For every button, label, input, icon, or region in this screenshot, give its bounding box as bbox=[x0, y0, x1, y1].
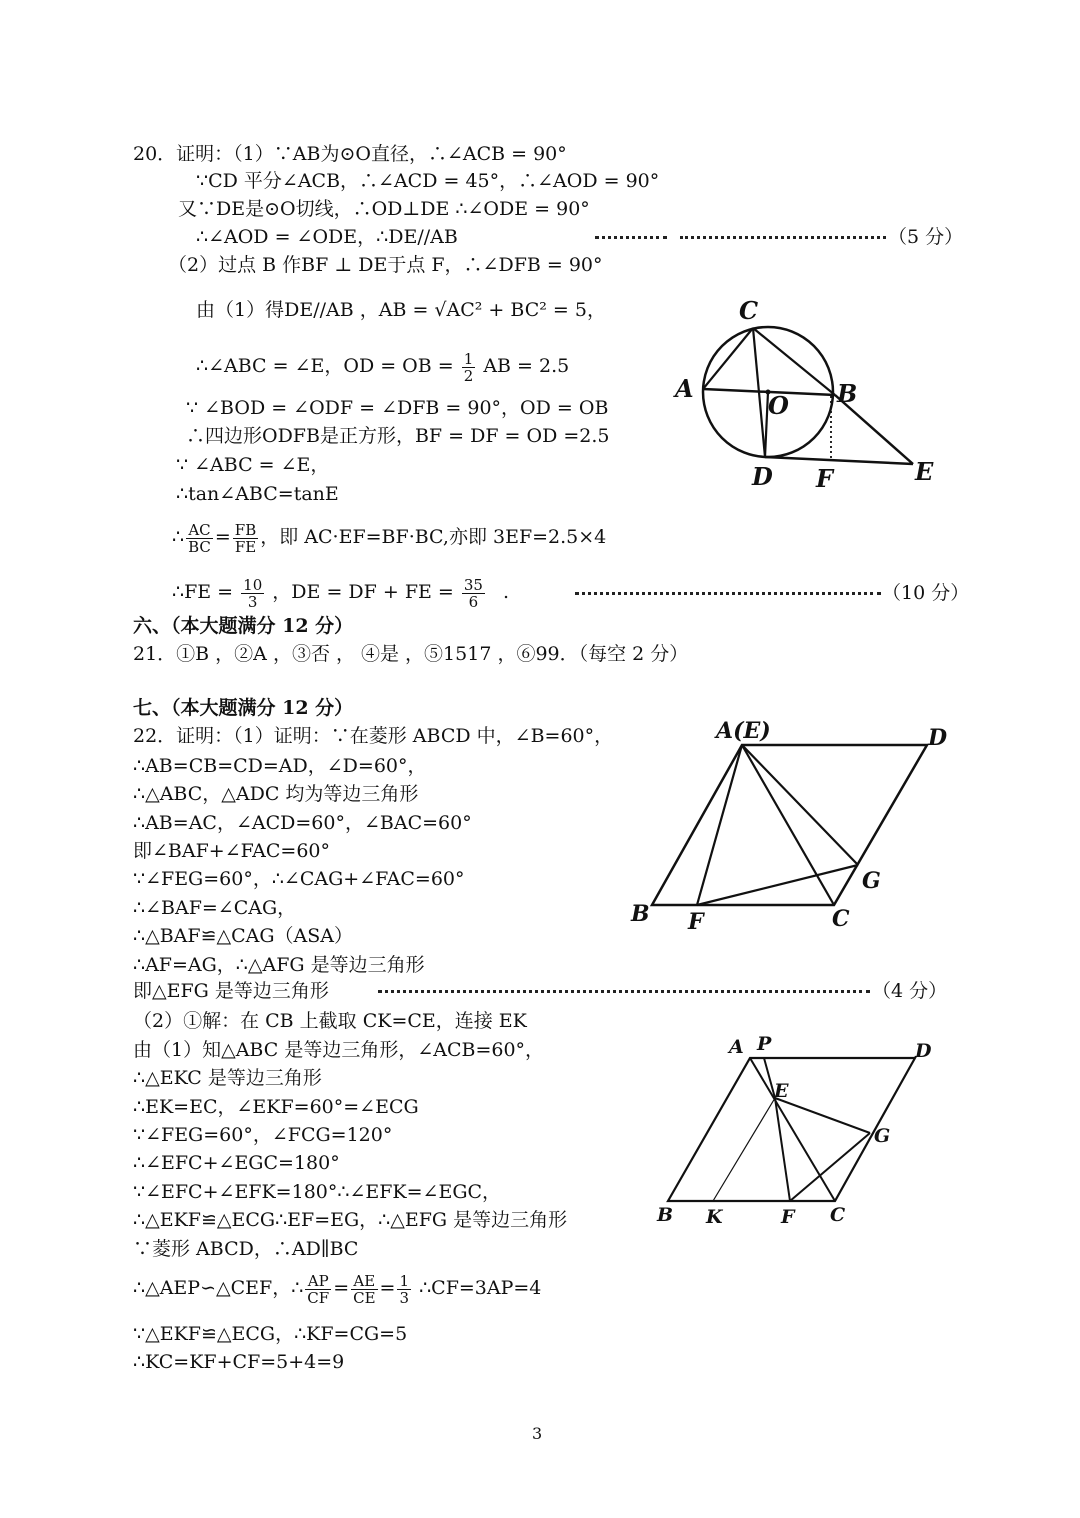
q20-line-7 bbox=[196, 348, 569, 384]
fraction-1-3: $\frac{1}{3}$ bbox=[399, 1271, 410, 1307]
label-d: D bbox=[752, 462, 773, 491]
label-f: F bbox=[688, 909, 704, 935]
q22-line-5: 即∠BAF+∠FAC=60° bbox=[133, 840, 331, 862]
fraction-ap-cf: $\frac{AP}{CF}$ bbox=[307, 1271, 330, 1307]
segment-cb bbox=[753, 328, 835, 395]
label-a: A bbox=[675, 374, 694, 403]
q20-line-9: ∴四边形ODFB是正方形，BF = DF = OD =2.5 bbox=[186, 425, 610, 447]
q20-line-3: 又∵DE是⊙O切线，∴OD⊥DE ∴∠ODE = 90° bbox=[178, 198, 590, 220]
q22-line-4: ∴AB=AC，∠ACD=60°，∠BAC=60° bbox=[133, 812, 472, 834]
q20-line-6: 由（1）得DE//AB ，AB = √AC² + BC² = 5， bbox=[196, 299, 606, 321]
q20-line-13 bbox=[172, 572, 509, 612]
fraction-35-6: $\frac{35}{6}$ bbox=[463, 575, 483, 611]
segment-fg bbox=[697, 865, 858, 905]
segment-ca bbox=[703, 328, 753, 389]
fraction-fb-fe: $\frac{FB}{FE}$ bbox=[234, 520, 257, 556]
q20-line-12-text: ，即 AC·EF=BF·BC,亦即 3EF=2.5×4 bbox=[260, 526, 607, 548]
label-c: C bbox=[739, 296, 759, 325]
label-c: C bbox=[830, 1204, 846, 1226]
q22-line-17: ∵∠EFC+∠EFK=180°∴∠EFK=∠EGC， bbox=[133, 1181, 502, 1203]
q22-line-2: ∴AB=CB=CD=AD，∠D=60°， bbox=[133, 755, 427, 777]
segment-eg bbox=[775, 1098, 870, 1133]
section-7-title: 七、（本大题满分 12 分） bbox=[133, 697, 354, 719]
score-leader-dots bbox=[378, 990, 870, 993]
score-leader-dots bbox=[575, 592, 881, 595]
q22-line-7: ∴∠BAF=∠CAG， bbox=[133, 897, 297, 919]
equals-sign: = bbox=[333, 1277, 350, 1299]
q22-line-16: ∴∠EFC+∠EGC=180° bbox=[133, 1152, 340, 1174]
diagonal-ac bbox=[750, 1058, 835, 1201]
score-10: （10 分） bbox=[882, 582, 970, 604]
segment-ek-thin bbox=[713, 1098, 775, 1201]
label-b: B bbox=[837, 379, 858, 408]
q20-line-4: ∴∠AOD = ∠ODE，∴DE//AB bbox=[196, 226, 458, 248]
period: . bbox=[503, 581, 510, 603]
q22-line-3: ∴△ABC，△ADC 均为等边三角形 bbox=[133, 783, 419, 805]
label-o: O bbox=[768, 391, 789, 420]
q20-line-12 bbox=[172, 517, 606, 557]
label-d: D bbox=[915, 1040, 932, 1062]
label-f: F bbox=[781, 1206, 795, 1228]
q21-answers: 21．①B ，②A ，③否 ， ④是 ，⑤1517 ，⑥99．（每空 2 分） bbox=[133, 643, 689, 665]
label-c: C bbox=[832, 906, 850, 932]
label-g: G bbox=[874, 1125, 891, 1147]
label-g: G bbox=[862, 868, 881, 894]
label-b: B bbox=[657, 1204, 674, 1226]
equals-sign: = bbox=[214, 526, 231, 548]
q22-line-20-text: ∴△AEP∽△CEF，∴ bbox=[133, 1277, 304, 1299]
q20-line-11: ∴tan∠ABC=tanE bbox=[176, 483, 339, 505]
tangent-de bbox=[765, 457, 913, 464]
label-e: E bbox=[774, 1080, 789, 1102]
section-6-title: 六、（本大题满分 12 分） bbox=[133, 615, 354, 637]
q20-line-2: ∵CD 平分∠ACB，∴∠ACD = 45°，∴∠AOD = 90° bbox=[196, 170, 660, 192]
label-k: K bbox=[706, 1206, 723, 1228]
q22-line-20-text-b: ∴CF=3AP=4 bbox=[419, 1277, 542, 1299]
score-4: （4 分） bbox=[872, 980, 948, 1002]
label-a-e: A(E) bbox=[716, 718, 771, 744]
q22-line-13: ∴△EKC 是等边三角形 bbox=[133, 1067, 322, 1089]
q22-line-6: ∵∠FEG=60°，∴∠CAG+∠FAC=60° bbox=[133, 868, 465, 890]
q20-line-7-text: ∴∠ABC = ∠E，OD = OB = bbox=[196, 355, 454, 377]
therefore-symbol: ∴ bbox=[172, 526, 185, 548]
label-a: A bbox=[729, 1036, 744, 1058]
fraction-ac-bc: $\frac{AC}{BC}$ bbox=[188, 520, 211, 556]
q22-line-14: ∴EK=EC，∠EKF=60°=∠ECG bbox=[133, 1096, 419, 1118]
q22-line-22: ∴KC=KF+CF=5+4=9 bbox=[133, 1351, 345, 1373]
q22-line-15: ∵∠FEG=60°，∠FCG=120° bbox=[133, 1124, 393, 1146]
q22-line-21: ∵△EKF≌△ECG，∴KF=CG=5 bbox=[133, 1323, 408, 1345]
fraction-ae-ce: $\frac{AE}{CE}$ bbox=[353, 1271, 376, 1307]
figure-rhombus-2 bbox=[650, 1030, 950, 1235]
q22-line-9: ∴AF=AG，∴△AFG 是等边三角形 bbox=[133, 954, 425, 976]
score-5: （5 分） bbox=[888, 226, 964, 248]
label-d: D bbox=[928, 725, 948, 751]
figure-rhombus-1 bbox=[620, 715, 960, 940]
segment-ef bbox=[697, 745, 742, 905]
score-leader-dots bbox=[595, 236, 667, 239]
figure-circle-tangent bbox=[660, 290, 950, 495]
q22-line-20 bbox=[133, 1266, 541, 1310]
q20-line-10: ∵ ∠ABC = ∠E， bbox=[176, 454, 330, 476]
equals-sign: = bbox=[379, 1277, 396, 1299]
score-leader-dots bbox=[680, 236, 886, 239]
q20-line-7-text-b: AB = 2.5 bbox=[483, 355, 570, 377]
label-f: F bbox=[816, 464, 834, 493]
q20-line-5: （2）过点 B 作BF ⊥ DE于点 F，∴∠DFB = 90° bbox=[168, 254, 603, 276]
q22-line-10: 即△EFG 是等边三角形 bbox=[133, 980, 329, 1002]
q22-line-19: ∵菱形 ABCD，∴AD∥BC bbox=[133, 1238, 359, 1260]
fraction-10-3: $\frac{10}{3}$ bbox=[243, 575, 263, 611]
q20-line-13-text: ∴FE = bbox=[172, 581, 234, 603]
q20-line-13-text-b: ，DE = DF + FE = bbox=[272, 581, 454, 603]
q20-line-1: 20．证明：（1）∵AB为⊙O直径，∴∠ACB = 90° bbox=[133, 143, 567, 165]
q22-line-11: （2）①解：在 CB 上截取 CK=CE，连接 EK bbox=[133, 1010, 527, 1032]
q20-line-8: ∵ ∠BOD = ∠ODF = ∠DFB = 90°，OD = OB bbox=[186, 397, 609, 419]
q22-line-8: ∴△BAF≌△CAG（ASA） bbox=[133, 925, 353, 947]
q22-line-1: 22．证明：（1）证明：∵在菱形 ABCD 中，∠B=60°， bbox=[133, 725, 614, 747]
label-p: P bbox=[757, 1033, 772, 1055]
fraction-half: $\frac{1}{2}$ bbox=[463, 349, 474, 385]
page-number: 3 bbox=[532, 1424, 543, 1443]
q22-line-18: ∴△EKF≌△ECG∴EF=EG，∴△EFG 是等边三角形 bbox=[133, 1209, 568, 1231]
label-b: B bbox=[631, 901, 650, 927]
q22-line-12: 由（1）知△ABC 是等边三角形，∠ACB=60°， bbox=[133, 1039, 545, 1061]
label-e: E bbox=[915, 457, 934, 486]
